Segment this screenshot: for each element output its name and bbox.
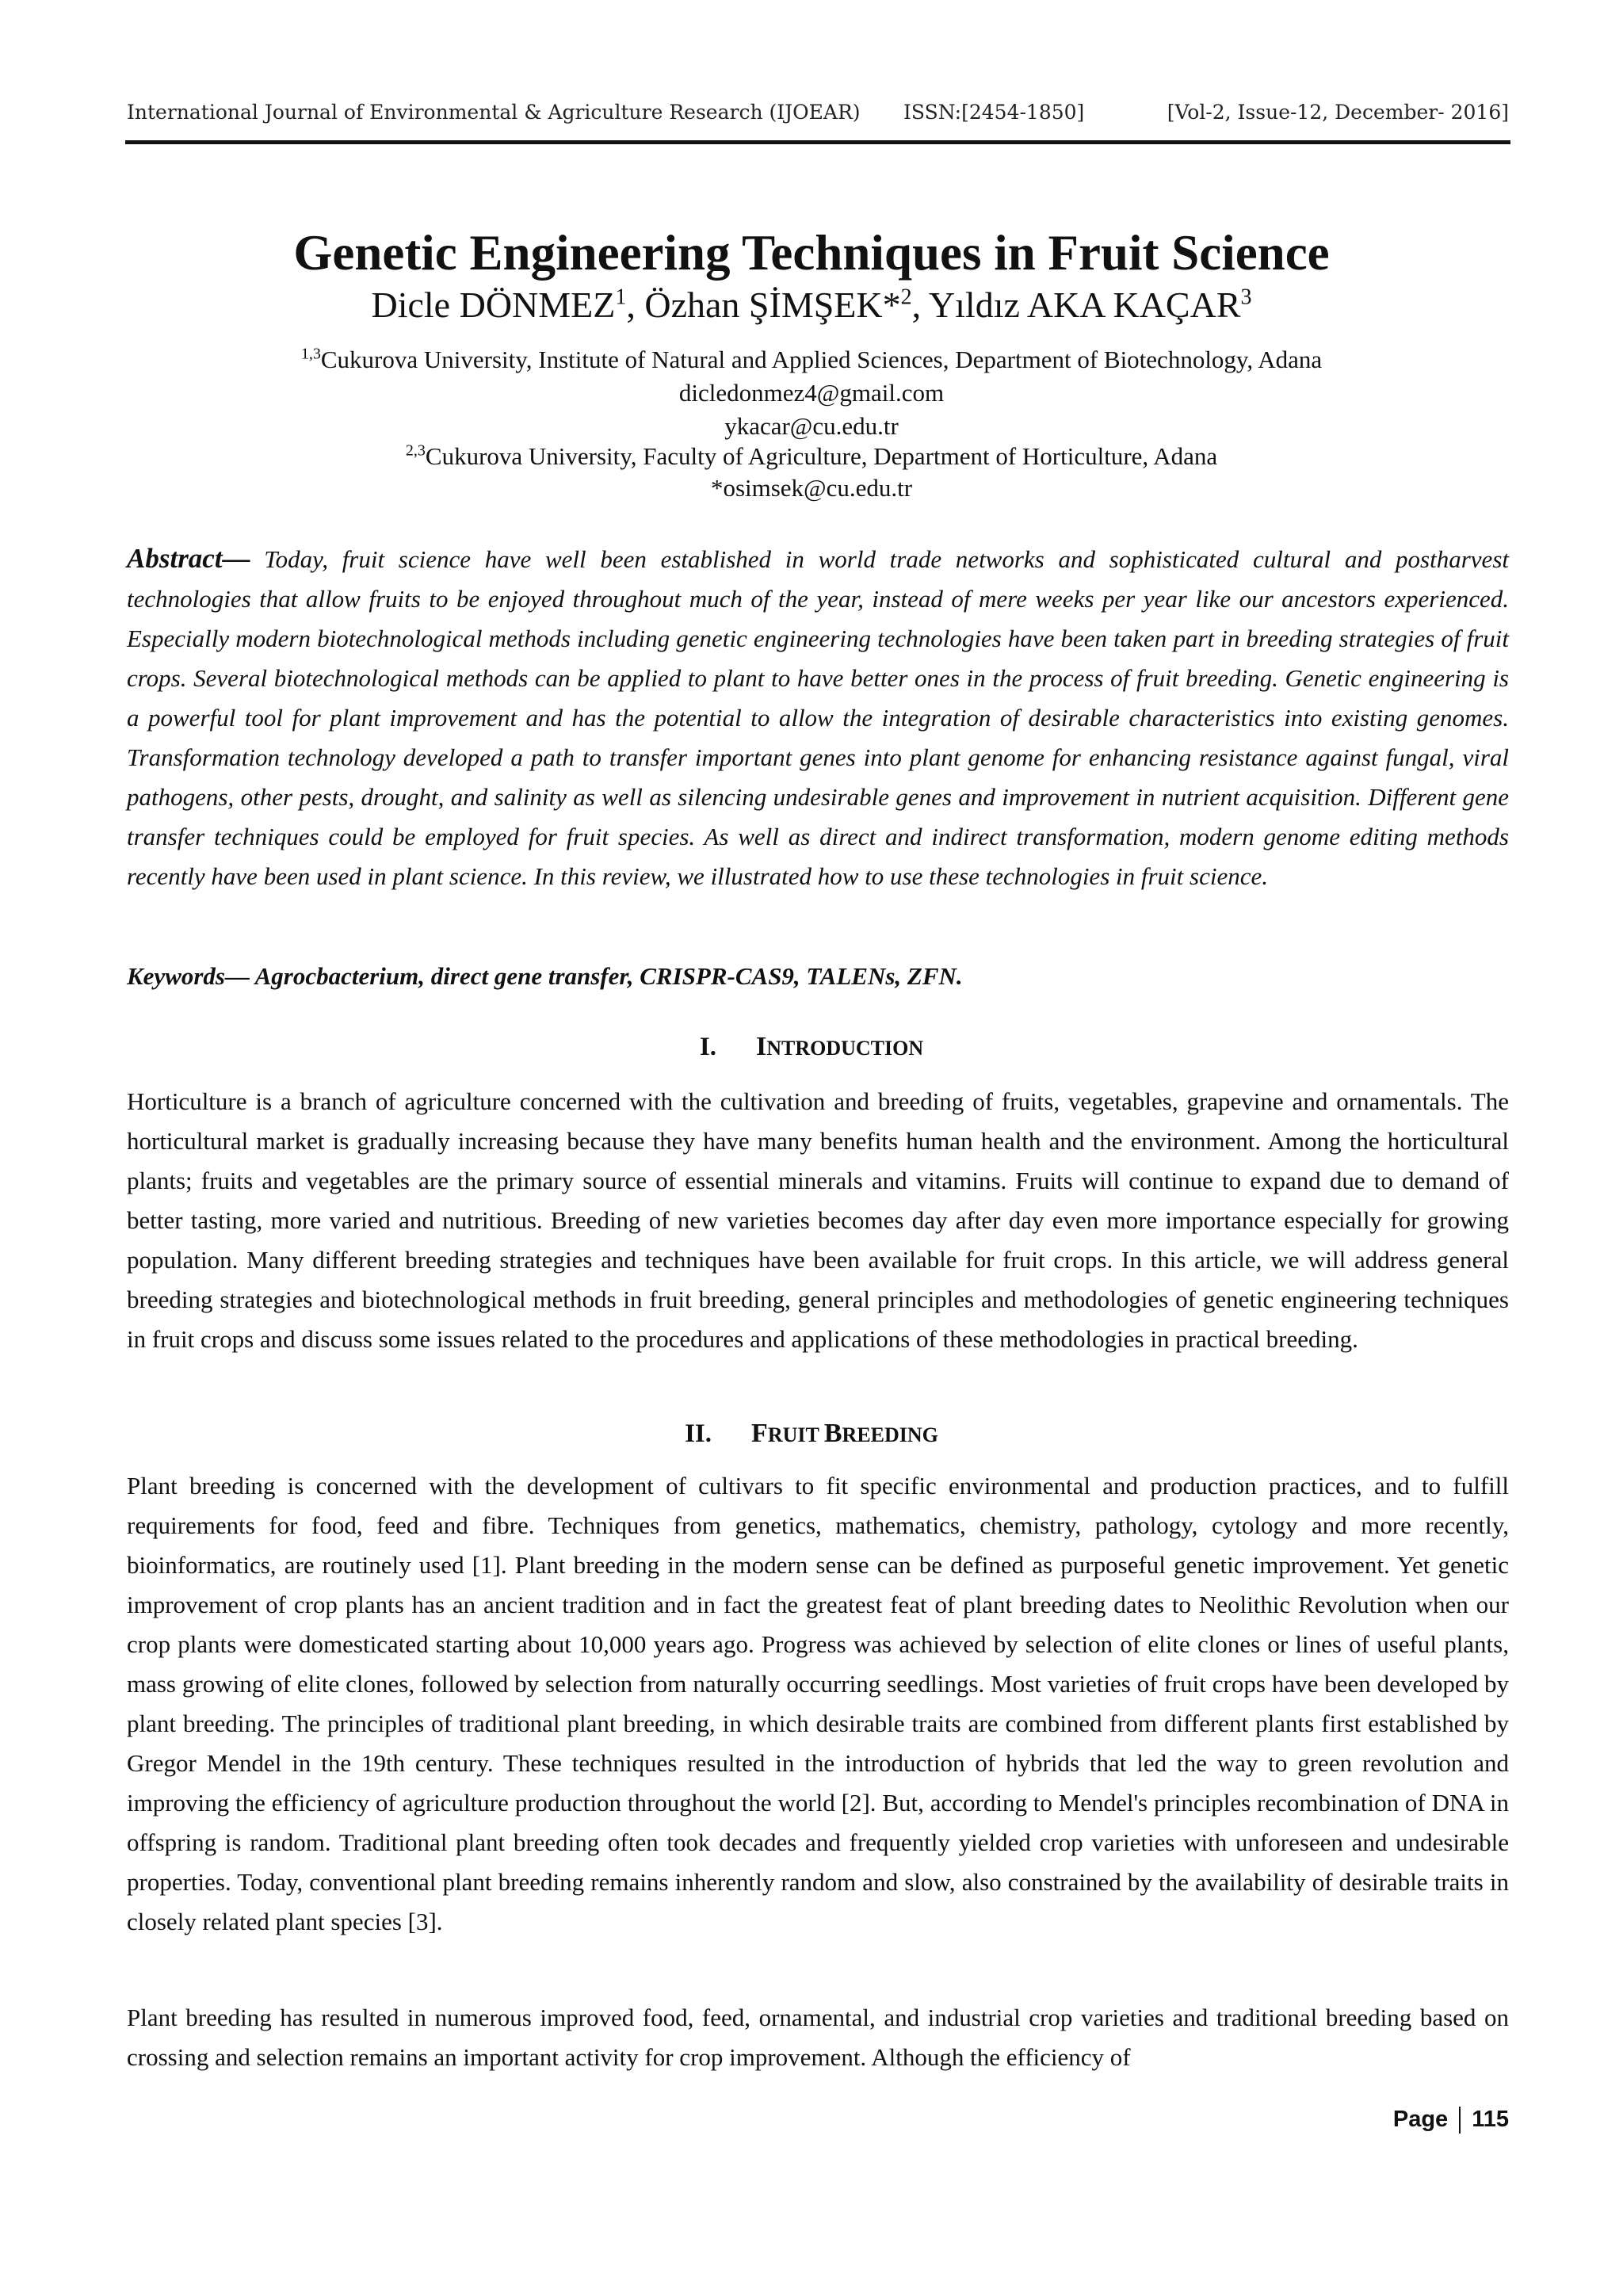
affiliation-1	[0, 345, 1623, 374]
section-heading-introduction	[0, 1032, 1623, 1062]
page-label: Page	[1392, 2107, 1449, 2132]
author-affiliation-mark: 1	[615, 285, 627, 310]
section-number: II.	[685, 1419, 712, 1448]
header-rule	[125, 140, 1510, 144]
header-issn: ISSN:[2454-1850]	[903, 101, 1085, 124]
abstract	[127, 539, 1509, 896]
body-paragraph: Plant breeding is concerned with the development of cultivars to fit specific environmental and production practices, and to fulfill requirements for food, feed and fibre. Techniques from genetics, mathematics, chemistry, pathology, cytology and more recently, bioinformatics, are routinely used [1]. Plant breeding in the modern sense can be defined as purposeful genetic improvement. Yet genetic improvement of crop plants has an ancient tradition and in fact the greatest feat of plant breeding dates to Neolithic Revolution when our crop plants were domesticated starting about 10,000 years ago. Progress was achieved by selection of elite clones or lines of useful plants, mass growing of elite clones, followed by selection from naturally occurring seedlings. Most varieties of fruit crops have been developed by plant breeding. The principles of traditional plant breeding, in which desirable traits are combined from different plants first established by Gregor Mendel in the 19th century. These techniques resulted in the introduction of hybrids that led the way to green revolution and improving the efficiency of agriculture production throughout the world [2]. But, according to Mendel's principles recombination of DNA in offspring is random. Traditional plant breeding often took decades and frequently yielded crop varieties with unforeseen and undesirable properties. Today, conventional plant breeding remains inherently random and slow, also constrained by the availability of desirable traits in closely related plant species [3].	[127, 1472, 1509, 1935]
section-title-rest: REEDING	[842, 1423, 938, 1446]
affiliation-2	[0, 441, 1623, 471]
body-paragraph: Plant breeding has resulted in numerous improved food, feed, ornamental, and industrial crop varieties and traditional breeding based on crossing and selection remains an important activity for crop improvement. Although the efficiency of	[127, 2004, 1509, 2071]
page-number: 115	[1472, 2107, 1509, 2132]
affiliation-mark: 2,3	[405, 441, 426, 460]
author-affiliation-mark: 2	[900, 285, 912, 310]
keywords: Keywords— Agrocbacterium, direct gene transfer, CRISPR-CAS9, TALENs, ZFN.	[127, 962, 963, 990]
author-name: Dicle DÖNMEZ	[371, 285, 616, 325]
section-title-initial: B	[823, 1419, 842, 1448]
corresponding-author-email[interactable]: *osimsek@cu.edu.tr	[710, 474, 913, 502]
section-title-rest: NTRODUCTION	[766, 1037, 924, 1060]
affiliation-mark: 1,3	[300, 345, 321, 363]
section-heading-fruit-breeding	[0, 1419, 1623, 1449]
author-affiliation-mark: 3	[1240, 285, 1252, 310]
author-email[interactable]: dicledonmez4@gmail.com	[678, 379, 945, 407]
author-separator: ,	[911, 285, 929, 325]
section-number: I.	[699, 1033, 716, 1061]
section-title-initial: I	[755, 1032, 767, 1061]
running-header	[127, 101, 1509, 132]
section-title-initial: F	[751, 1419, 768, 1448]
header-journal-name: International Journal of Environmental & Agriculture Research (IJOEAR)	[127, 101, 861, 124]
header-volume-issue: [Vol-2, Issue-12, December- 2016]	[1167, 101, 1509, 124]
abstract-text: Today, fruit science have well been established in world trade networks and sophisticated cultural and postharvest technologies that allow fruits to be enjoyed throughout much of the year, instead of mere weeks per year like our ancestors experienced. Especially modern biotechnological methods including genetic engineering technologies have been taken part in breeding strategies of fruit crops. Several biotechnological methods can be applied to plant to have better ones in the process of fruit breeding. Genetic engineering is a powerful tool for plant improvement and has the potential to allow the integration of desirable characteristics into existing genomes. Transformation technology developed a path to transfer important genes into plant genome for enhancing resistance against fungal, viral pathogens, other pests, drought, and salinity as well as silencing undesirable genes and improvement in nutrient acquisition. Different gene transfer techniques could be employed for fruit species. As well as direct and indirect transformation, modern genome editing methods recently have been used in plant science. In this review, we illustrated how to use these technologies in fruit science.	[127, 545, 1509, 890]
page-number-divider	[1459, 2107, 1461, 2134]
author-separator: ,	[626, 285, 645, 325]
author-name: Özhan ŞİMŞEK*	[644, 285, 901, 325]
paper-title: Genetic Engineering Techniques in Fruit Science	[293, 225, 1330, 281]
affiliation-text: Cukurova University, Faculty of Agriculture, Department of Horticulture, Adana	[425, 442, 1218, 470]
author-name: Yıldız AKA KAÇAR	[928, 285, 1241, 325]
body-paragraph: Horticulture is a branch of agriculture concerned with the cultivation and breeding of fruits, vegetables, grapevine and ornamentals. The horticultural market is gradually increasing because they have many benefits human health and the environment. Among the horticultural plants; fruits and vegetables are the primary source of essential minerals and vitamins. Fruits will continue to expand due to demand of better tasting, more varied and nutritious. Breeding of new varieties becomes day after day even more importance especially for growing population. Many different breeding strategies and techniques have been available for fruit crops. In this article, we will address general breeding strategies and biotechnological methods in fruit breeding, general principles and methodologies of genetic engineering techniques in fruit crops and discuss some issues related to the procedures and applications of these methodologies in practical breeding.	[127, 1087, 1509, 1353]
page-footer	[1393, 2107, 1509, 2134]
author-email[interactable]: ykacar@cu.edu.tr	[724, 412, 899, 440]
section-title-rest: RUIT	[767, 1423, 824, 1446]
affiliation-text: Cukurova University, Institute of Natural and Applied Sciences, Department of Biotechnology, Adana	[320, 346, 1323, 373]
author-list	[0, 285, 1623, 326]
abstract-label: Abstract—	[127, 543, 250, 574]
